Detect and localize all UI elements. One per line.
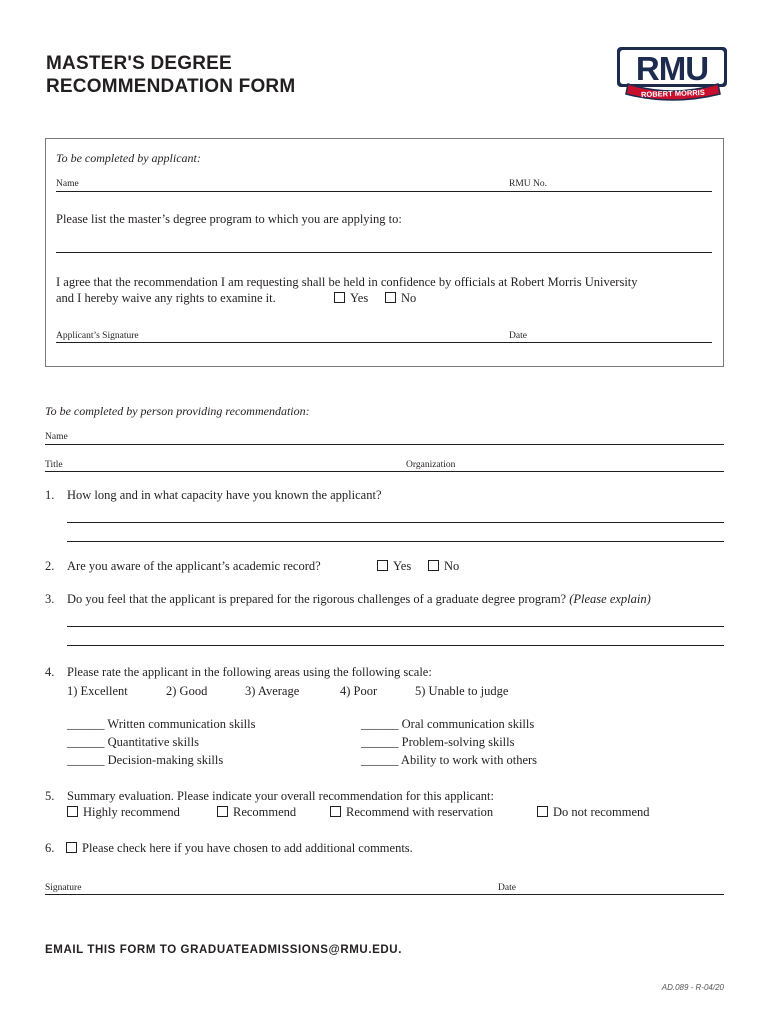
applicant-date-label: Date (509, 331, 527, 341)
program-field[interactable] (56, 252, 712, 253)
do-not-recommend-label: Do not recommend (553, 805, 650, 819)
scale-2: 2) Good (166, 684, 208, 698)
option-additional-comments[interactable] (66, 841, 413, 856)
title-line-2: RECOMMENDATION FORM (46, 76, 296, 97)
applicant-signature-label: Applicant’s Signature (56, 331, 139, 341)
recommend-with-reservation-checkbox[interactable] (330, 806, 341, 817)
recommender-name-label: Name (45, 432, 68, 442)
q3-number: 3. (45, 592, 55, 606)
q2-text: Are you aware of the applicant’s academic record? (67, 559, 321, 573)
q3-question (67, 592, 651, 607)
q2-yes-checkbox[interactable] (377, 560, 388, 571)
option-recommend-with-reservation[interactable] (330, 805, 493, 820)
option-highly-recommend[interactable] (67, 805, 180, 820)
scale-5: 5) Unable to judge (415, 684, 509, 698)
skill-oral-communication[interactable]: ______ Oral communication skills (361, 717, 535, 731)
recommender-title-label: Title (45, 460, 63, 470)
q3-answer-line-2[interactable] (67, 645, 724, 646)
recommender-signature-label: Signature (45, 883, 82, 893)
q6-number: 6. (45, 841, 55, 855)
q1-answer-line-2[interactable] (67, 541, 724, 542)
q2-yes-option[interactable] (377, 559, 411, 574)
logo-ribbon-text: ROBERT MORRIS (640, 87, 705, 100)
rmu-logo (614, 44, 730, 102)
agreement-line-1: I agree that the recommendation I am requesting shall be held in confidence by officials at Robert Morris University (56, 275, 638, 289)
program-prompt: Please list the master’s degree program to which you are applying to: (56, 212, 402, 226)
q3-text: Do you feel that the applicant is prepared for the rigorous challenges of a graduate degree program? (67, 592, 567, 606)
applicant-no-label: No (401, 291, 417, 305)
q2-no-label: No (444, 559, 460, 573)
skill-teamwork[interactable]: ______ Ability to work with others (361, 753, 538, 767)
applicant-name-field[interactable] (56, 191, 712, 192)
applicant-no-checkbox[interactable] (385, 292, 396, 303)
applicant-yes-checkbox[interactable] (334, 292, 345, 303)
q5-number: 5. (45, 789, 55, 803)
title-organization-field[interactable] (45, 471, 724, 472)
highly-recommend-checkbox[interactable] (67, 806, 78, 817)
applicant-signature-field[interactable] (56, 342, 712, 343)
do-not-recommend-checkbox[interactable] (537, 806, 548, 817)
skill-written-communication[interactable]: ______ Written communication skills (67, 717, 256, 731)
q2-no-checkbox[interactable] (428, 560, 439, 571)
form-code: AD.089 - R-04/20 (661, 983, 724, 992)
q4-text: Please rate the applicant in the following areas using the following scale: (67, 665, 432, 679)
q3-note: (Please explain) (569, 592, 651, 606)
option-do-not-recommend[interactable] (537, 805, 650, 820)
applicant-yes-option[interactable] (334, 291, 368, 306)
agreement-line-2: and I hereby waive any rights to examine it. (56, 291, 276, 305)
recommender-date-label: Date (498, 883, 516, 893)
q1-text: How long and in what capacity have you known the applicant? (67, 488, 382, 502)
rmu-no-label: RMU No. (509, 179, 548, 189)
skill-problem-solving[interactable]: ______ Problem-solving skills (361, 735, 515, 749)
recommender-signature-field[interactable] (45, 894, 724, 895)
applicant-yes-label: Yes (350, 291, 369, 305)
q1-number: 1. (45, 488, 55, 502)
q1-answer-line-1[interactable] (67, 522, 724, 523)
additional-comments-checkbox[interactable] (66, 842, 77, 853)
recommend-with-reservation-label: Recommend with reservation (346, 805, 494, 819)
email-instruction: EMAIL THIS FORM TO GRADUATEADMISSIONS@RMU.EDU. (45, 944, 402, 956)
recommender-heading: To be completed by person providing recommendation: (45, 404, 310, 418)
q3-answer-line-1[interactable] (67, 626, 724, 627)
recommend-label: Recommend (233, 805, 297, 819)
q2-no-option[interactable] (428, 559, 459, 574)
form-title (46, 52, 295, 98)
applicant-heading: To be completed by applicant: (56, 151, 201, 165)
scale-4: 4) Poor (340, 684, 378, 698)
scale-1: 1) Excellent (67, 684, 128, 698)
q2-yes-label: Yes (393, 559, 412, 573)
recommender-name-field[interactable] (45, 444, 724, 445)
skill-decision-making[interactable]: ______ Decision-making skills (67, 753, 224, 767)
recommend-checkbox[interactable] (217, 806, 228, 817)
skill-quantitative[interactable]: ______ Quantitative skills (67, 735, 199, 749)
q6-text: Please check here if you have chosen to add additional comments. (82, 841, 413, 855)
option-recommend[interactable] (217, 805, 296, 820)
scale-3: 3) Average (245, 684, 300, 698)
logo-text: RMU (635, 50, 709, 87)
applicant-name-label: Name (56, 179, 79, 189)
highly-recommend-label: Highly recommend (83, 805, 180, 819)
organization-label: Organization (406, 460, 456, 470)
q4-number: 4. (45, 665, 55, 679)
q5-text: Summary evaluation. Please indicate your overall recommendation for this applicant: (67, 789, 494, 803)
title-line-1: MASTER'S DEGREE (46, 53, 232, 74)
q2-number: 2. (45, 559, 55, 573)
applicant-no-option[interactable] (385, 291, 416, 306)
